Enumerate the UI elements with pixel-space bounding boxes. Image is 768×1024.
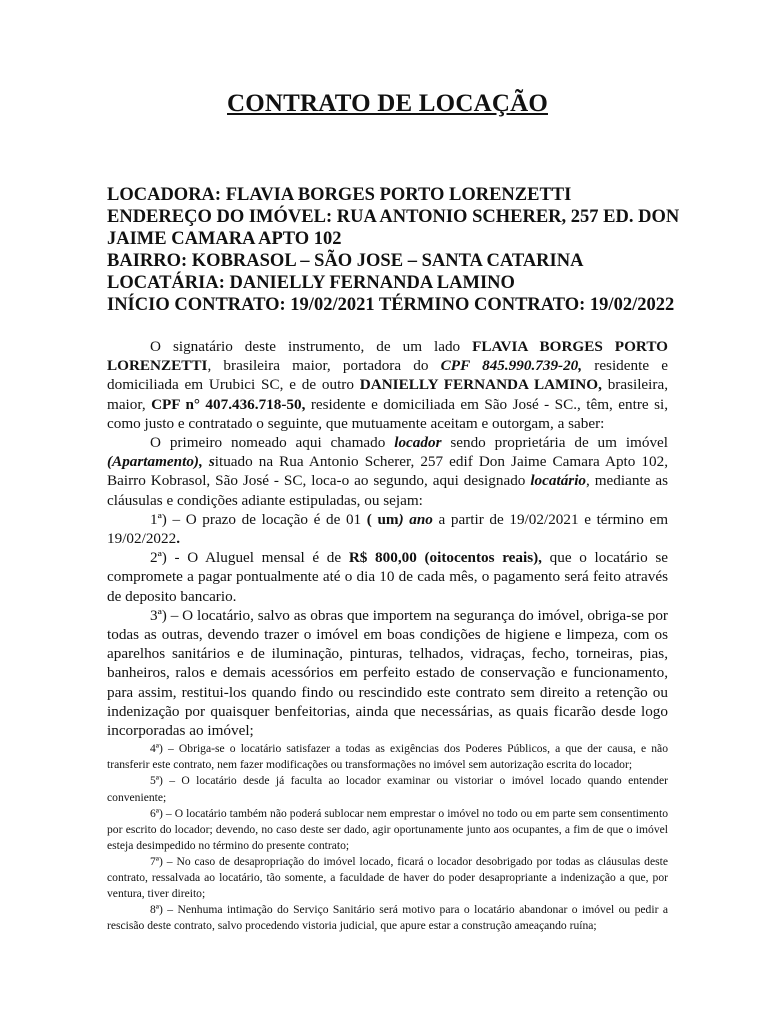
locadora-cpf: CPF 845.990.739-20, <box>440 357 583 375</box>
locadora-line: LOCADORA: FLAVIA BORGES PORTO LORENZETTI <box>107 185 572 205</box>
contract-header <box>107 184 680 316</box>
clause-3: 3ª) – O locatário, salvo as obras que importem na segurança do imóvel, obriga-se por todas as outras, devendo trazer o imóvel em boas condições de higiene e limpeza, com os aparelhos sanitários e de iluminação, pinturas, telhados, vidraças, fecho, torneiras, pias, banheiros, ralos e demais acessórios em perfeito estado de conservação e funcionamento, para assim, restitui-los quando findo ou rescindido este contrato sem direito a retenção ou indenização por quaisquer benfeitorias, ainda que necessárias, as quais ficarão desde logo incorporadas ao imóvel; <box>107 606 668 740</box>
locador-term: locador <box>394 434 442 452</box>
locatario-term: locatário <box>530 472 587 490</box>
text-run: residente e domiciliada em São José - SC., têm, entre si, como justo e contratado o seguinte, que mutuamente aceitam e outorgam, a saber: <box>107 395 668 432</box>
intro-paragraph-parties <box>107 337 668 433</box>
clause-8: 8ª) – Nenhuma intimação do Serviço Sanitário será motivo para o locatário abandonar o imóvel ou pedir a rescisão deste contrato, salvo procedendo vistoria judicial, que apure estar a construção ameaçando ruína; <box>107 903 668 933</box>
contract-clauses-small <box>107 741 668 934</box>
locadora-name: FLAVIA BORGES PORTO LORENZETTI <box>107 338 668 375</box>
clause-1 <box>107 510 668 548</box>
rent-value: R$ 800,00 (oitocentos reais), <box>348 549 542 567</box>
apartamento-term: (Apartamento), s <box>107 453 215 471</box>
clause-1-ano: ) ano <box>398 510 433 528</box>
text-run: a partir de 19/02/2021 e término em 19/02/2022 <box>107 510 669 548</box>
clause-6: 6ª) – O locatário também não poderá sublocar nem emprestar o imóvel no todo ou em parte sem consentimento por escrito do locador; devendo, no caso deste ser dado, agir oportunamente junto aos ocupantes, a fim de que o imóvel esteja desimpedido no término do presente contrato; <box>107 806 668 852</box>
locataria-cpf: CPF n° 407.436.718-50, <box>151 395 306 413</box>
locataria-name: DANIELLY FERNANDA LAMINO, <box>359 376 602 394</box>
text-run: brasileira, maior, <box>107 376 668 413</box>
intro-paragraph-property <box>107 433 668 510</box>
text-run: 1ª) – O prazo de locação é de 01 <box>150 510 367 528</box>
endereco-line-2: JAIME CAMARA APTO 102 <box>107 229 342 249</box>
clause-2 <box>107 548 668 606</box>
text-run: , brasileira maior, portadora do <box>207 357 441 375</box>
bairro-line: BAIRRO: KOBRASOL – SÃO JOSE – SANTA CATARINA <box>107 251 584 271</box>
text-run: . <box>176 530 180 548</box>
text-run: ituado na Rua Antonio Scherer, 257 edif Don Jaime Camara Apto 102, Bairro Kobrasol, São José - SC, loca-o ao segundo, aqui designado <box>107 453 668 490</box>
text-run: residente e domiciliada em Urubici SC, e de outro <box>107 357 668 394</box>
clause-7: 7ª) – No caso de desapropriação do imóvel locado, ficará o locador desobrigado por todas as cláusulas deste contrato, ressalvada ao locatário, tão somente, a faculdade de haver do poder desapropriante a indenização a que, por ventura, tiver direito; <box>107 854 668 901</box>
text-run: O signatário deste instrumento, de um lado <box>150 338 473 355</box>
clause-5: 5ª) – O locatário desde já faculta ao locador examinar ou vistoriar o imóvel locado quando entender conveniente; <box>107 774 668 804</box>
locataria-line: LOCATÁRIA: DANIELLY FERNANDA LAMINO <box>107 273 515 293</box>
page-title: CONTRATO DE LOCAÇÃO <box>227 90 548 117</box>
text-run: sendo proprietária de um imóvel <box>441 434 668 452</box>
text-run: que o locatário se compromete a pagar pontualmente até o dia 10 de cada mês, o pagamento será feito através de deposito bancario. <box>107 549 668 605</box>
endereco-line-1: ENDEREÇO DO IMÓVEL: RUA ANTONIO SCHERER, 257 ED. DON <box>107 207 680 227</box>
clause-1-um: ( um <box>366 510 399 528</box>
clause-4: 4ª) – Obriga-se o locatário satisfazer a todas as exigências dos Poderes Públicos, a que der causa, e não transferir este contrato, nem fazer modificações ou transformações no imóvel sem autorização escrita do locador; <box>107 742 668 772</box>
text-run: 2ª) - O Aluguel mensal é de <box>150 549 349 567</box>
text-run: O primeiro nomeado aqui chamado <box>150 434 395 452</box>
inicio-termino-line: INÍCIO CONTRATO: 19/02/2021 TÉRMINO CONTRATO: 19/02/2022 <box>107 295 675 315</box>
text-run: , mediante as cláusulas e condições adiante estipuladas, ou sejam: <box>107 472 668 509</box>
contract-body <box>107 337 668 740</box>
